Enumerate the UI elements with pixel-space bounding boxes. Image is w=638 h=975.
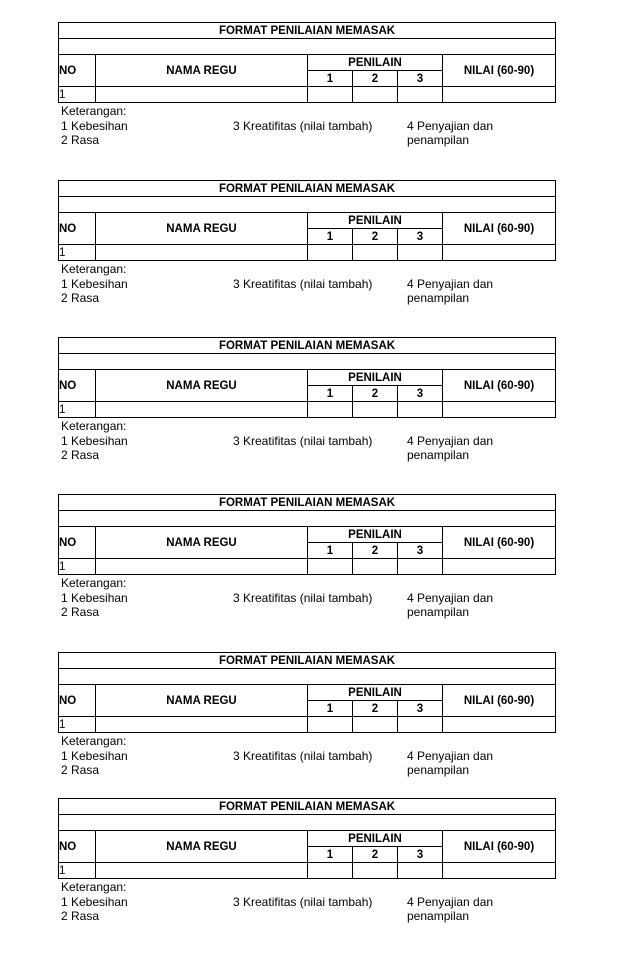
- legend-label: Keterangan:: [61, 104, 127, 118]
- cell-criterion-3[interactable]: [398, 87, 443, 103]
- legend-item-2: 2 Rasa: [61, 291, 100, 305]
- legend-item-4: 4 Penyajian dan: [407, 748, 494, 763]
- spacer-row: [59, 815, 556, 831]
- assessment-table: [58, 180, 556, 261]
- header-no: NO: [59, 685, 96, 717]
- cell-criterion-3[interactable]: [398, 863, 443, 879]
- spacer-row: [59, 197, 556, 213]
- legend-item-3: 3 Kreatifitas (nilai tambah): [233, 433, 373, 448]
- legend: [58, 104, 555, 148]
- row-number: 1: [59, 863, 96, 879]
- cell-nama-regu[interactable]: [96, 402, 308, 418]
- header-nama-regu: NAMA REGU: [96, 527, 308, 559]
- legend-label: Keterangan:: [61, 734, 127, 748]
- legend: [58, 734, 555, 778]
- legend-item-4: 4 Penyajian dan: [407, 894, 494, 909]
- cell-criterion-2[interactable]: [353, 245, 398, 261]
- legend-item-1: 1 Kebesihan: [61, 894, 128, 909]
- legend: [58, 262, 555, 306]
- header-nilai: NILAI (60-90): [443, 55, 556, 87]
- cell-criterion-3[interactable]: [398, 402, 443, 418]
- header-penilaian: PENILAIN: [308, 213, 443, 229]
- header-criterion-2: 2: [353, 386, 398, 402]
- assessment-table: [58, 798, 556, 879]
- header-penilaian: PENILAIN: [308, 685, 443, 701]
- assessment-table: [58, 494, 556, 575]
- header-criterion-1: 1: [308, 229, 353, 245]
- cell-criterion-1[interactable]: [308, 717, 353, 733]
- cell-nama-regu[interactable]: [96, 245, 308, 261]
- header-nama-regu: NAMA REGU: [96, 213, 308, 245]
- legend-item-3: 3 Kreatifitas (nilai tambah): [233, 894, 373, 909]
- cell-criterion-1[interactable]: [308, 402, 353, 418]
- header-criterion-1: 1: [308, 543, 353, 559]
- assessment-form: [58, 652, 555, 778]
- legend-item-2: 2 Rasa: [61, 133, 100, 147]
- legend-label: Keterangan:: [61, 262, 127, 276]
- legend-label: Keterangan:: [61, 419, 127, 433]
- header-criterion-3: 3: [398, 71, 443, 87]
- legend-item-4: 4 Penyajian dan: [407, 433, 494, 448]
- cell-criterion-2[interactable]: [353, 402, 398, 418]
- cell-criterion-2[interactable]: [353, 717, 398, 733]
- assessment-form: [58, 22, 555, 148]
- cell-criterion-3[interactable]: [398, 717, 443, 733]
- spacer-row: [59, 669, 556, 685]
- assessment-form: [58, 494, 555, 620]
- legend-item-4: 4 Penyajian dan: [407, 118, 494, 133]
- cell-criterion-2[interactable]: [353, 87, 398, 103]
- cell-nilai[interactable]: [443, 559, 556, 575]
- assessment-form: [58, 180, 555, 306]
- header-nama-regu: NAMA REGU: [96, 55, 308, 87]
- form-title: FORMAT PENILAIAN MEMASAK: [59, 799, 556, 815]
- header-no: NO: [59, 527, 96, 559]
- legend: [58, 880, 555, 924]
- header-penilaian: PENILAIN: [308, 831, 443, 847]
- legend-item-1: 1 Kebesihan: [61, 118, 128, 133]
- header-criterion-3: 3: [398, 229, 443, 245]
- form-title: FORMAT PENILAIAN MEMASAK: [59, 181, 556, 197]
- header-nilai: NILAI (60-90): [443, 527, 556, 559]
- legend-label: Keterangan:: [61, 576, 127, 590]
- legend-item-1: 1 Kebesihan: [61, 433, 128, 448]
- header-criterion-2: 2: [353, 229, 398, 245]
- cell-criterion-1[interactable]: [308, 245, 353, 261]
- cell-nilai[interactable]: [443, 717, 556, 733]
- assessment-form: [58, 798, 555, 924]
- cell-nilai[interactable]: [443, 402, 556, 418]
- cell-nilai[interactable]: [443, 245, 556, 261]
- header-criterion-1: 1: [308, 847, 353, 863]
- legend-item-2: 2 Rasa: [61, 448, 100, 462]
- form-title: FORMAT PENILAIAN MEMASAK: [59, 495, 556, 511]
- legend: [58, 419, 555, 463]
- header-criterion-3: 3: [398, 847, 443, 863]
- row-number: 1: [59, 87, 96, 103]
- cell-criterion-1[interactable]: [308, 863, 353, 879]
- legend-item-4-cont: penampilan: [407, 605, 470, 619]
- cell-criterion-3[interactable]: [398, 559, 443, 575]
- header-criterion-1: 1: [308, 701, 353, 717]
- spacer-row: [59, 354, 556, 370]
- header-criterion-3: 3: [398, 543, 443, 559]
- header-nama-regu: NAMA REGU: [96, 685, 308, 717]
- cell-criterion-2[interactable]: [353, 559, 398, 575]
- legend-item-3: 3 Kreatifitas (nilai tambah): [233, 118, 373, 133]
- cell-nama-regu[interactable]: [96, 863, 308, 879]
- header-nilai: NILAI (60-90): [443, 370, 556, 402]
- header-nama-regu: NAMA REGU: [96, 370, 308, 402]
- header-nilai: NILAI (60-90): [443, 831, 556, 863]
- legend-item-4-cont: penampilan: [407, 291, 470, 305]
- legend-item-4-cont: penampilan: [407, 133, 470, 147]
- header-criterion-3: 3: [398, 386, 443, 402]
- header-criterion-1: 1: [308, 71, 353, 87]
- header-nama-regu: NAMA REGU: [96, 831, 308, 863]
- row-number: 1: [59, 245, 96, 261]
- assessment-table: [58, 652, 556, 733]
- cell-criterion-1[interactable]: [308, 559, 353, 575]
- legend-item-4-cont: penampilan: [407, 448, 470, 462]
- row-number: 1: [59, 559, 96, 575]
- legend-item-4-cont: penampilan: [407, 909, 470, 923]
- spacer-row: [59, 39, 556, 55]
- row-number: 1: [59, 717, 96, 733]
- legend-item-1: 1 Kebesihan: [61, 748, 128, 763]
- cell-nilai[interactable]: [443, 87, 556, 103]
- legend-item-2: 2 Rasa: [61, 909, 100, 923]
- header-penilaian: PENILAIN: [308, 55, 443, 71]
- header-no: NO: [59, 55, 96, 87]
- legend-item-2: 2 Rasa: [61, 605, 100, 619]
- assessment-table: [58, 22, 556, 103]
- legend: [58, 576, 555, 620]
- assessment-table: [58, 337, 556, 418]
- header-penilaian: PENILAIN: [308, 370, 443, 386]
- legend-item-2: 2 Rasa: [61, 763, 100, 777]
- cell-nilai[interactable]: [443, 863, 556, 879]
- cell-criterion-3[interactable]: [398, 245, 443, 261]
- header-penilaian: PENILAIN: [308, 527, 443, 543]
- spacer-row: [59, 511, 556, 527]
- row-number: 1: [59, 402, 96, 418]
- header-nilai: NILAI (60-90): [443, 685, 556, 717]
- header-no: NO: [59, 831, 96, 863]
- cell-nama-regu[interactable]: [96, 717, 308, 733]
- legend-item-4-cont: penampilan: [407, 763, 470, 777]
- legend-label: Keterangan:: [61, 880, 127, 894]
- legend-item-1: 1 Kebesihan: [61, 276, 128, 291]
- legend-item-4: 4 Penyajian dan: [407, 590, 494, 605]
- header-criterion-1: 1: [308, 386, 353, 402]
- header-criterion-2: 2: [353, 847, 398, 863]
- header-criterion-2: 2: [353, 71, 398, 87]
- cell-criterion-1[interactable]: [308, 87, 353, 103]
- legend-item-3: 3 Kreatifitas (nilai tambah): [233, 748, 373, 763]
- header-no: NO: [59, 370, 96, 402]
- form-title: FORMAT PENILAIAN MEMASAK: [59, 653, 556, 669]
- cell-criterion-2[interactable]: [353, 863, 398, 879]
- header-criterion-2: 2: [353, 543, 398, 559]
- form-title: FORMAT PENILAIAN MEMASAK: [59, 23, 556, 39]
- legend-item-4: 4 Penyajian dan: [407, 276, 494, 291]
- form-title: FORMAT PENILAIAN MEMASAK: [59, 338, 556, 354]
- header-criterion-3: 3: [398, 701, 443, 717]
- cell-nama-regu[interactable]: [96, 559, 308, 575]
- assessment-form: [58, 337, 555, 463]
- legend-item-3: 3 Kreatifitas (nilai tambah): [233, 590, 373, 605]
- legend-item-1: 1 Kebesihan: [61, 590, 128, 605]
- cell-nama-regu[interactable]: [96, 87, 308, 103]
- header-criterion-2: 2: [353, 701, 398, 717]
- legend-item-3: 3 Kreatifitas (nilai tambah): [233, 276, 373, 291]
- header-nilai: NILAI (60-90): [443, 213, 556, 245]
- header-no: NO: [59, 213, 96, 245]
